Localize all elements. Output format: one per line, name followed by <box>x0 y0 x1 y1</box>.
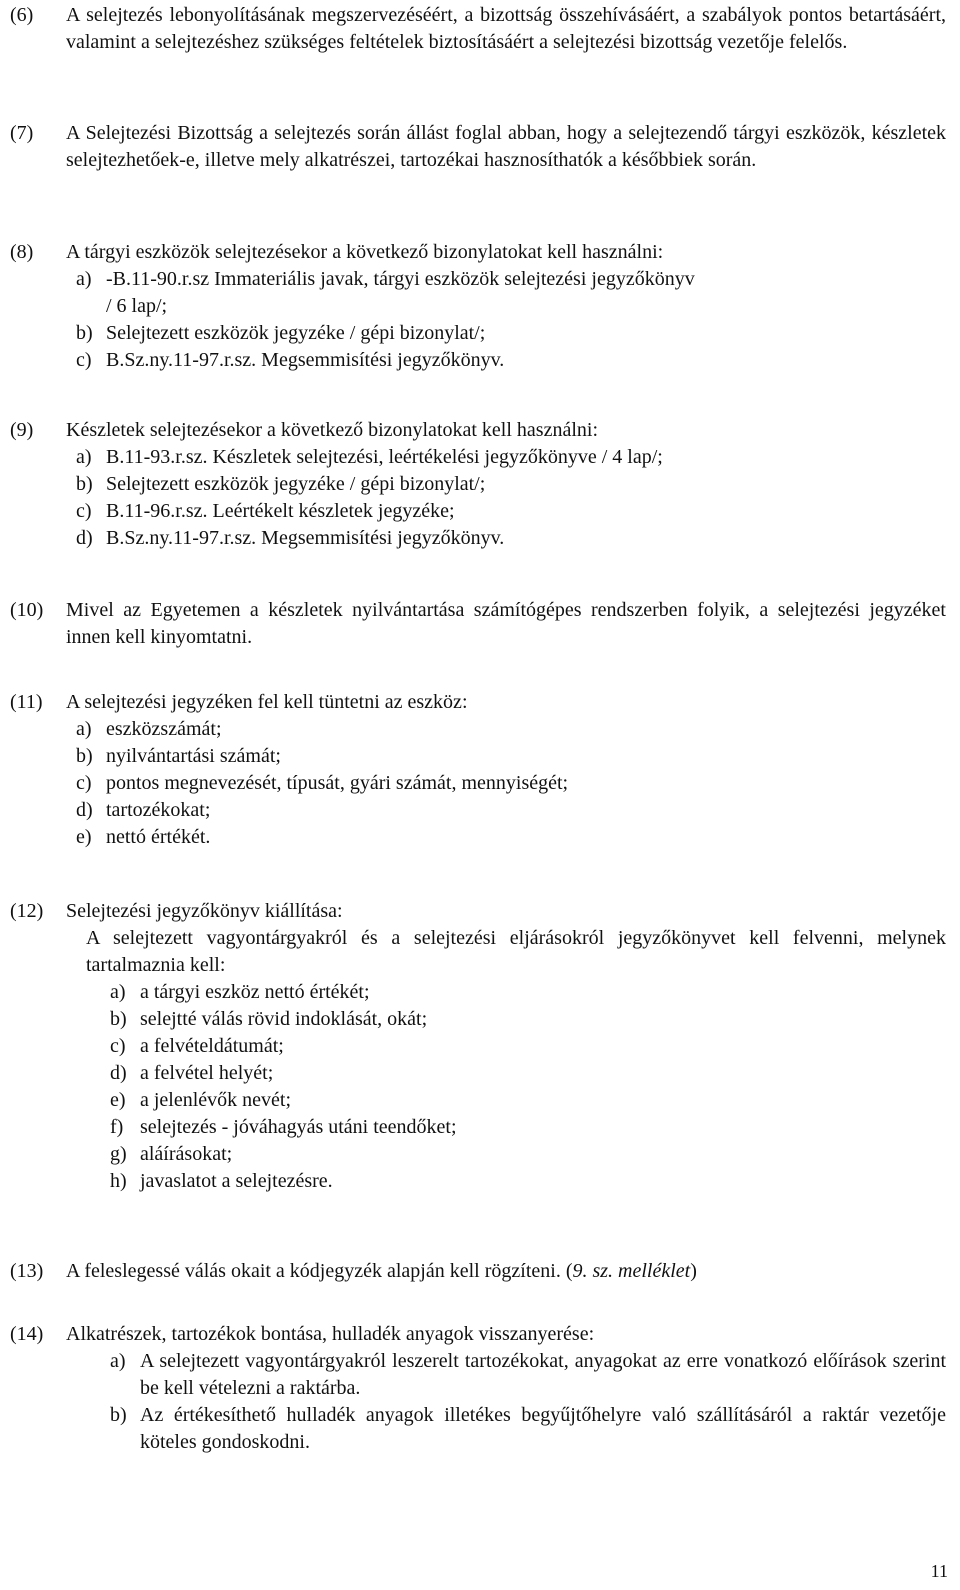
list-item: e) nettó értékét. <box>76 826 211 848</box>
list-item: c) B.11-96.r.sz. Leértékelt készletek jegyzéke; <box>76 500 455 522</box>
list-item: a) B.11-93.r.sz. Készletek selejtezési, leértékelési jegyzőkönyve / 4 lap/; <box>76 446 663 468</box>
paragraph-number: (8) <box>10 241 34 263</box>
list-item: a) -B.11-90.r.sz Immateriális javak, tárgyi eszközök selejtezési jegyzőkönyv <box>76 268 695 290</box>
list-item: a) A selejtezett vagyontárgyakról leszerelt tartozékokat, anyagokat az erre vonatkozó előírások szerint be kell vételezni a raktárba. <box>110 1350 946 1399</box>
paragraph-number: (14) <box>10 1323 44 1345</box>
paragraph-text: A tárgyi eszközök selejtezésekor a következő bizonylatokat kell használni: <box>66 241 664 263</box>
annex-reference: 9. sz. melléklet <box>572 1260 691 1282</box>
paragraph-11 <box>10 689 946 851</box>
paragraph-number: (10) <box>10 599 44 621</box>
list-item: b) nyilvántartási számát; <box>76 745 281 767</box>
paragraph-number: (11) <box>10 691 43 713</box>
list-item: h) javaslatot a selejtezésre. <box>110 1170 333 1192</box>
paragraph-number: (6) <box>10 4 34 26</box>
list-item: f) selejtezés - jóváhagyás utáni teendőket; <box>110 1116 457 1138</box>
list-item: c) pontos megnevezését, típusát, gyári számát, mennyiségét; <box>76 772 569 794</box>
list-item: a) eszközszámát; <box>76 718 222 740</box>
paragraph-text: A selejtezési jegyzéken fel kell tüntetni az eszköz: <box>66 691 468 713</box>
paragraph-6 <box>10 2 946 56</box>
paragraph-text: A selejtezés lebonyolításának megszervezéséért, a bizottság összehívásáért, a szabályok pontos betartásáért, valamint a selejtezéshez szükséges feltételek biztosításáért a selejtezési bizottság vezetője felelős. <box>66 4 946 53</box>
list-item: d) B.Sz.ny.11-97.r.sz. Megsemmisítési jegyzőkönyv. <box>76 527 505 549</box>
list-item: c) a felvételdátumát; <box>110 1035 284 1057</box>
paragraph-text: A Selejtezési Bizottság a selejtezés során állást foglal abban, hogy a selejtezendő tárgyi eszközök, készletek selejtezhetőek-e, illetve mely alkatrészei, tartozékai hasznosíthatók a későbbiek során. <box>66 122 946 171</box>
list-item: g) aláírásokat; <box>110 1143 233 1165</box>
paragraph-heading: Selejtezési jegyzőkönyv kiállítása: <box>66 900 343 922</box>
list-item: d) a felvétel helyét; <box>110 1062 274 1084</box>
paragraph-intro: A selejtezett vagyontárgyakról és a selejtezési eljárásokról jegyzőkönyvet kell felvenni, melynek tartalmaznia kell: <box>86 927 946 976</box>
list-item: a) a tárgyi eszköz nettó értékét; <box>110 981 370 1003</box>
list-item: b) Az értékesíthető hulladék anyagok illetékes begyűjtőhelyre való szállításáról a raktár vezetője köteles gondoskodni. <box>110 1404 946 1453</box>
paragraph-8 <box>10 239 946 374</box>
list-item: b) Selejtezett eszközök jegyzéke / gépi bizonylat/; <box>76 473 486 495</box>
paragraph-9 <box>10 417 946 552</box>
paragraph-13 <box>10 1258 946 1285</box>
paragraph-number: (13) <box>10 1260 44 1282</box>
paragraph-text: Alkatrészek, tartozékok bontása, hulladék anyagok visszanyerése: <box>66 1323 595 1345</box>
paragraph-7 <box>10 120 946 174</box>
paragraph-text: Mivel az Egyetemen a készletek nyilvántartása számítógépes rendszerben folyik, a selejtezési jegyzéket innen kell kinyomtatni. <box>66 599 946 648</box>
list-item: c) B.Sz.ny.11-97.r.sz. Megsemmisítési jegyzőkönyv. <box>76 349 505 371</box>
paragraph-text: Készletek selejtezésekor a következő bizonylatokat kell használni: <box>66 419 599 441</box>
paragraph-number: (9) <box>10 419 34 441</box>
page-number: 11 <box>930 1561 948 1581</box>
paragraph-12 <box>10 898 946 1195</box>
paragraph-14 <box>10 1321 946 1456</box>
paragraph-number: (12) <box>10 900 44 922</box>
paragraph-number: (7) <box>10 122 34 144</box>
paragraph-10 <box>10 597 946 651</box>
list-item: e) a jelenlévők nevét; <box>110 1089 292 1111</box>
list-item: b) Selejtezett eszközök jegyzéke / gépi bizonylat/; <box>76 322 486 344</box>
list-item: d) tartozékokat; <box>76 799 211 821</box>
paragraph-text: A feleslegessé válás okait a kódjegyzék alapján kell rögzíteni. (9. sz. melléklet) <box>66 1260 697 1282</box>
list-item: / 6 lap/; <box>106 295 168 317</box>
list-item: b) selejtté válás rövid indoklását, okát; <box>110 1008 428 1030</box>
